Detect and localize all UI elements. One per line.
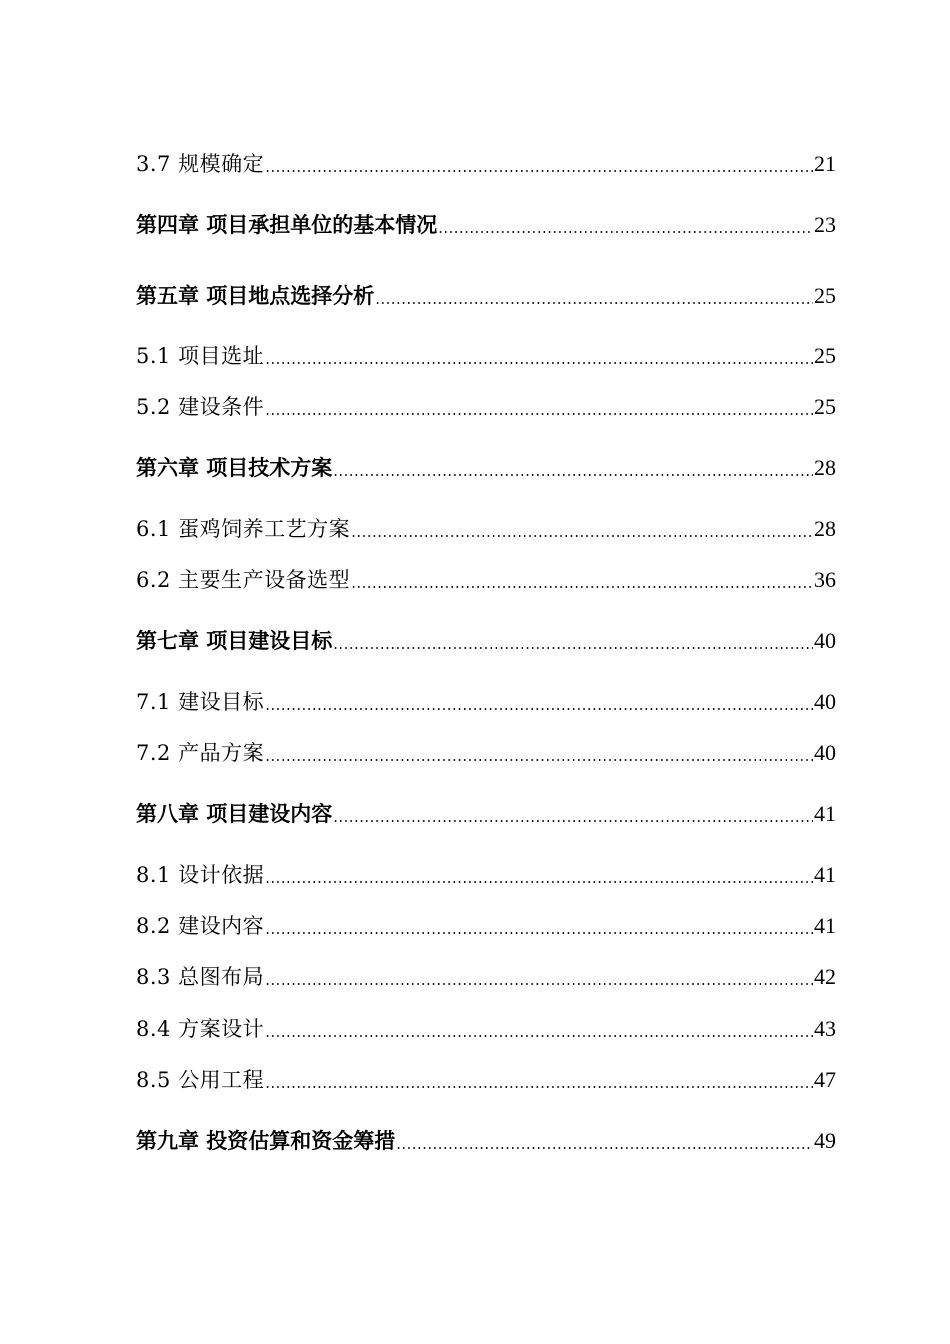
dot-leader: [265, 759, 813, 761]
dot-leader: [333, 474, 813, 476]
dot-leader: [351, 586, 813, 588]
toc-entry-page-number: 28: [814, 455, 836, 480]
toc-entry-title: 3.7 规模确定: [136, 152, 265, 176]
toc-entry-page-number: 49: [814, 1128, 836, 1153]
toc-entry-6-2[interactable]: [136, 564, 836, 596]
toc-entry-title: 6.2 主要生产设备选型: [136, 568, 351, 592]
toc-entry-chapter-6[interactable]: [136, 452, 836, 484]
toc-entry-page-number: 25: [814, 343, 836, 368]
dot-leader: [265, 362, 813, 364]
toc-entry-page-number: 40: [814, 689, 836, 714]
toc-entry-page-number: 25: [814, 394, 836, 419]
toc-entry-page-number: 40: [814, 740, 836, 765]
dot-leader: [375, 302, 813, 304]
toc-entry-title: 8.5 公用工程: [136, 1068, 265, 1092]
toc-entry-title: 第五章 项目地点选择分析: [136, 284, 375, 308]
toc-entry-8-5[interactable]: [136, 1064, 836, 1096]
toc-entry-3-7[interactable]: [136, 148, 836, 180]
toc-entry-title: 第八章 项目建设内容: [136, 802, 333, 826]
toc-entry-title: 5.2 建设条件: [136, 395, 265, 419]
toc-entry-8-3[interactable]: [136, 961, 836, 993]
toc-entry-page-number: 41: [814, 862, 836, 887]
toc-entry-page-number: 47: [814, 1067, 836, 1092]
dot-leader: [265, 1035, 813, 1037]
toc-entry-page-number: 36: [814, 567, 836, 592]
dot-leader: [265, 708, 813, 710]
toc-entry-title: 第九章 投资估算和资金筹措: [136, 1129, 396, 1153]
toc-entry-title: 8.4 方案设计: [136, 1017, 265, 1041]
toc-entry-5-2[interactable]: [136, 391, 836, 423]
toc-entry-8-2[interactable]: [136, 910, 836, 942]
toc-entry-page-number: 28: [814, 516, 836, 541]
dot-leader: [265, 881, 813, 883]
toc-entry-page-number: 41: [814, 913, 836, 938]
toc-entry-8-1[interactable]: [136, 859, 836, 891]
toc-entry-title: 7.1 建设目标: [136, 690, 265, 714]
toc-entry-5-1[interactable]: [136, 340, 836, 372]
toc-entry-7-2[interactable]: [136, 737, 836, 769]
toc-entry-page-number: 21: [814, 151, 836, 176]
toc-entry-title: 6.1 蛋鸡饲养工艺方案: [136, 517, 351, 541]
toc-entry-chapter-4[interactable]: [136, 209, 836, 241]
dot-leader: [333, 647, 813, 649]
toc-entry-title: 第七章 项目建设目标: [136, 629, 333, 653]
toc-entry-chapter-9[interactable]: [136, 1125, 836, 1157]
toc-entry-title: 7.2 产品方案: [136, 741, 265, 765]
toc-entry-page-number: 41: [814, 801, 836, 826]
toc-entry-7-1[interactable]: [136, 686, 836, 718]
dot-leader: [438, 231, 813, 233]
dot-leader: [396, 1147, 813, 1149]
dot-leader: [265, 413, 813, 415]
toc-entry-page-number: 25: [814, 283, 836, 308]
dot-leader: [265, 170, 813, 172]
toc-entry-page-number: 42: [814, 964, 836, 989]
toc-entry-page-number: 40: [814, 628, 836, 653]
toc-entry-chapter-8[interactable]: [136, 798, 836, 830]
toc-entry-chapter-5[interactable]: [136, 280, 836, 312]
toc-entry-chapter-7[interactable]: [136, 625, 836, 657]
dot-leader: [333, 820, 813, 822]
toc-entry-8-4[interactable]: [136, 1013, 836, 1045]
toc-entry-page-number: 43: [814, 1016, 836, 1041]
toc-entry-6-1[interactable]: [136, 513, 836, 545]
dot-leader: [265, 1086, 813, 1088]
toc-entry-title: 5.1 项目选址: [136, 344, 265, 368]
dot-leader: [265, 932, 813, 934]
toc-entry-title: 第四章 项目承担单位的基本情况: [136, 213, 438, 237]
dot-leader: [351, 535, 813, 537]
toc-entry-page-number: 23: [814, 212, 836, 237]
toc-entry-title: 8.2 建设内容: [136, 914, 265, 938]
toc-entry-title: 第六章 项目技术方案: [136, 456, 333, 480]
toc-entry-title: 8.3 总图布局: [136, 965, 265, 989]
dot-leader: [265, 983, 813, 985]
toc-entry-title: 8.1 设计依据: [136, 863, 265, 887]
